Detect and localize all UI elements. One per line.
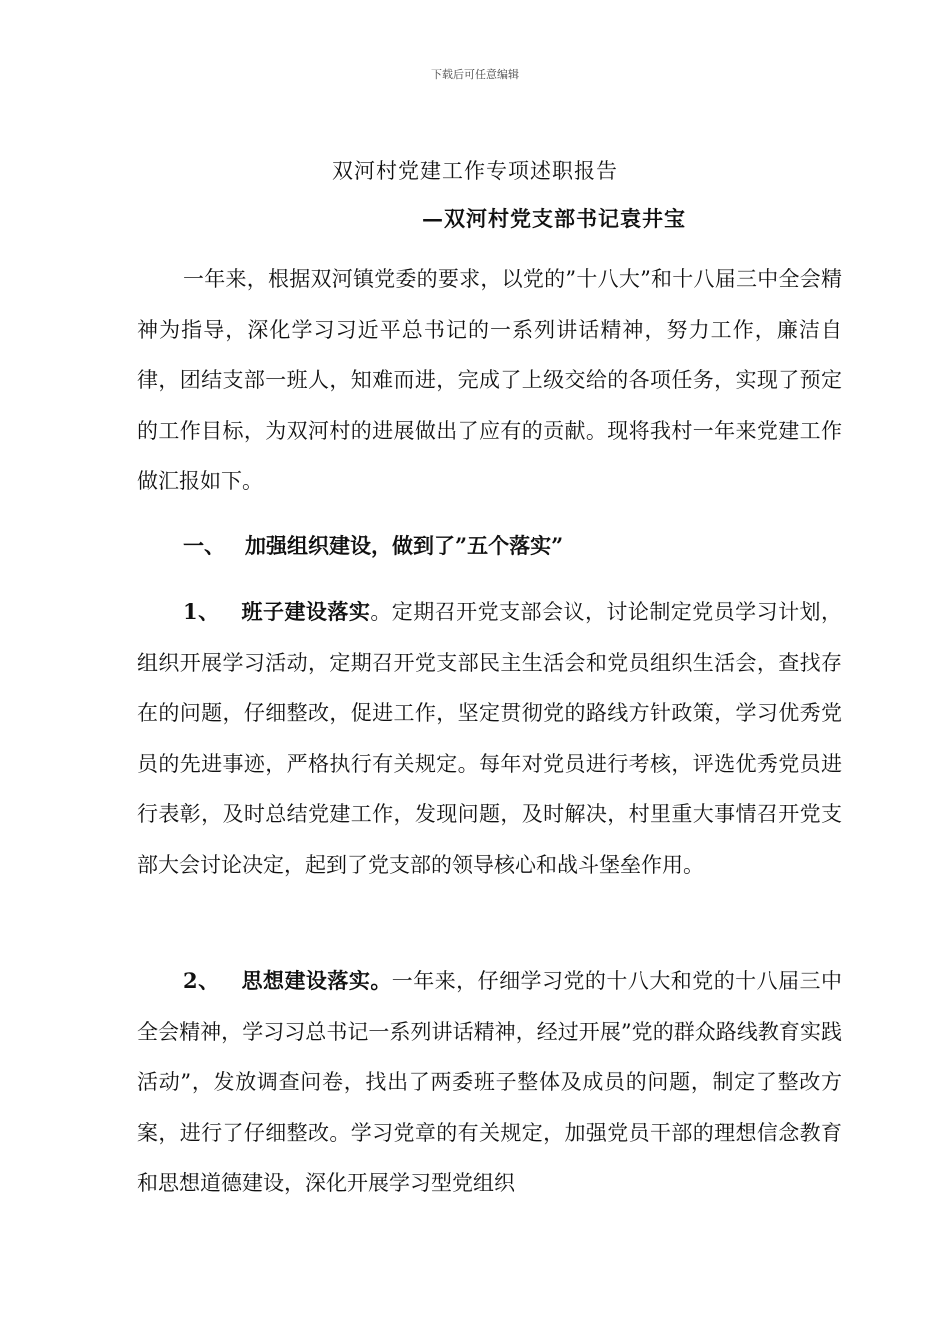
- document-title: 双河村党建工作专项述职报告: [332, 159, 618, 183]
- item-lead-2: [183, 968, 392, 993]
- item-lead-text: 班子建设落实: [241, 599, 371, 624]
- item-paragraph-1: [137, 587, 842, 890]
- section-heading-text: 加强组织建设，做到了”五个落实”: [245, 533, 564, 558]
- document-subtitle: —双河村党支部书记袁井宝: [422, 206, 686, 231]
- item-body-text: 一年来，仔细学习党的十八大和党的十八届三中全会精神，学习习总书记一系列讲话精神，经过开展”党的群众路线教育实践活动”，发放调查问卷，找出了两委班子整体及成员的问题，制定了整改方案，进行了仔细整改。学习党章的有关规定，加强党员干部的理想信念教育和思想道德建设，深化开展学习型党组织: [137, 969, 843, 1195]
- item-number: 2、: [183, 968, 220, 993]
- page-header-note: 下载后可任意编辑: [431, 68, 519, 81]
- section-heading-1: [183, 530, 563, 560]
- item-lead-1: [183, 599, 370, 624]
- intro-paragraph: 一年来，根据双河镇党委的要求，以党的”十八大”和十八届三中全会精神为指导，深化学习习近平总书记的一系列讲话精神，努力工作，廉洁自律，团结支部一班人，知难而进，完成了上级交给的各项任务，实现了预定的工作目标，为双河村的进展做出了应有的贡献。现将我村一年来党建工作做汇报如下。: [137, 267, 842, 493]
- item-number: 1、: [183, 599, 220, 624]
- item-lead-text: 思想建设落实。: [241, 968, 392, 993]
- item-body-text: 。定期召开党支部会议，讨论制定党员学习计划，组织开展学习活动，定期召开党支部民主生活会和党员组织生活会，查找存在的问题，仔细整改，促进工作，坚定贯彻党的路线方针政策，学习优秀党员的先进事迹，严格执行有关规定。每年对党员进行考核，评选优秀党员进行表彰，及时总结党建工作，发现问题，及时解决，村里重大事情召开党支部大会讨论决定，起到了党支部的领导核心和战斗堡垒作用。: [137, 600, 843, 877]
- item-paragraph-2: [137, 956, 842, 1209]
- section-number: 一、: [183, 533, 225, 558]
